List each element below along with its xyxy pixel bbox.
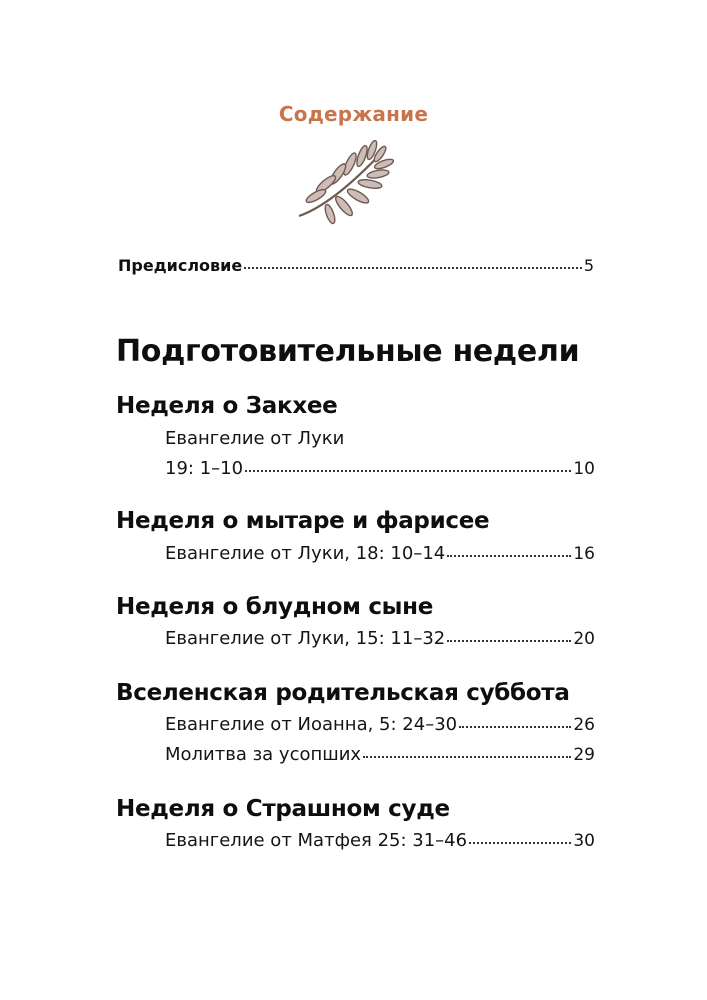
week-title: Неделя о мытаре и фарисее (116, 508, 490, 534)
week-title: Неделя о блудном сыне (116, 594, 434, 620)
toc-page-number: 20 (573, 629, 595, 649)
dot-leader (447, 640, 571, 642)
section-title: Подготовительные недели (116, 334, 580, 369)
week-title: Вселенская родительская суббота (116, 680, 570, 706)
dot-leader (245, 470, 571, 472)
rowan-leaf-icon (294, 140, 394, 226)
toc-entry[interactable] (165, 543, 595, 564)
toc-entry[interactable] (165, 830, 595, 851)
toc-entry[interactable] (165, 628, 595, 649)
toc-entry-label: Предисловие (118, 256, 243, 275)
toc-page-number: 5 (583, 256, 594, 275)
dot-leader (363, 756, 571, 758)
toc-entry-label: Евангелие от Луки, 18: 10–14 (165, 543, 446, 564)
toc-entry-label: Евангелие от Матфея 25: 31–46 (165, 830, 468, 851)
toc-entry-preface[interactable] (118, 256, 594, 275)
toc-entry[interactable] (165, 744, 595, 765)
toc-entry-label: 19: 1–10 (165, 458, 244, 479)
week-title: Неделя о Страшном суде (116, 796, 450, 822)
toc-entry-label: Евангелие от Иоанна, 5: 24–30 (165, 714, 458, 735)
dot-leader (469, 842, 571, 844)
toc-page-number: 26 (573, 715, 595, 735)
dot-leader (244, 267, 582, 269)
toc-page-number: 30 (573, 831, 595, 851)
toc-entry[interactable] (165, 714, 595, 735)
dot-leader (447, 555, 571, 557)
week-title: Неделя о Закхее (116, 393, 338, 419)
toc-entry-label: Молитва за усопших (165, 744, 362, 765)
toc-entry-label-line1: Евангелие от Луки (165, 428, 345, 449)
toc-entry-label: Евангелие от Луки, 15: 11–32 (165, 628, 446, 649)
page-title: Содержание (278, 102, 429, 126)
toc-entry[interactable] (165, 458, 595, 479)
dot-leader (459, 726, 571, 728)
toc-page-number: 10 (573, 459, 595, 479)
toc-page-number: 16 (573, 544, 595, 564)
toc-page-number: 29 (573, 745, 595, 765)
